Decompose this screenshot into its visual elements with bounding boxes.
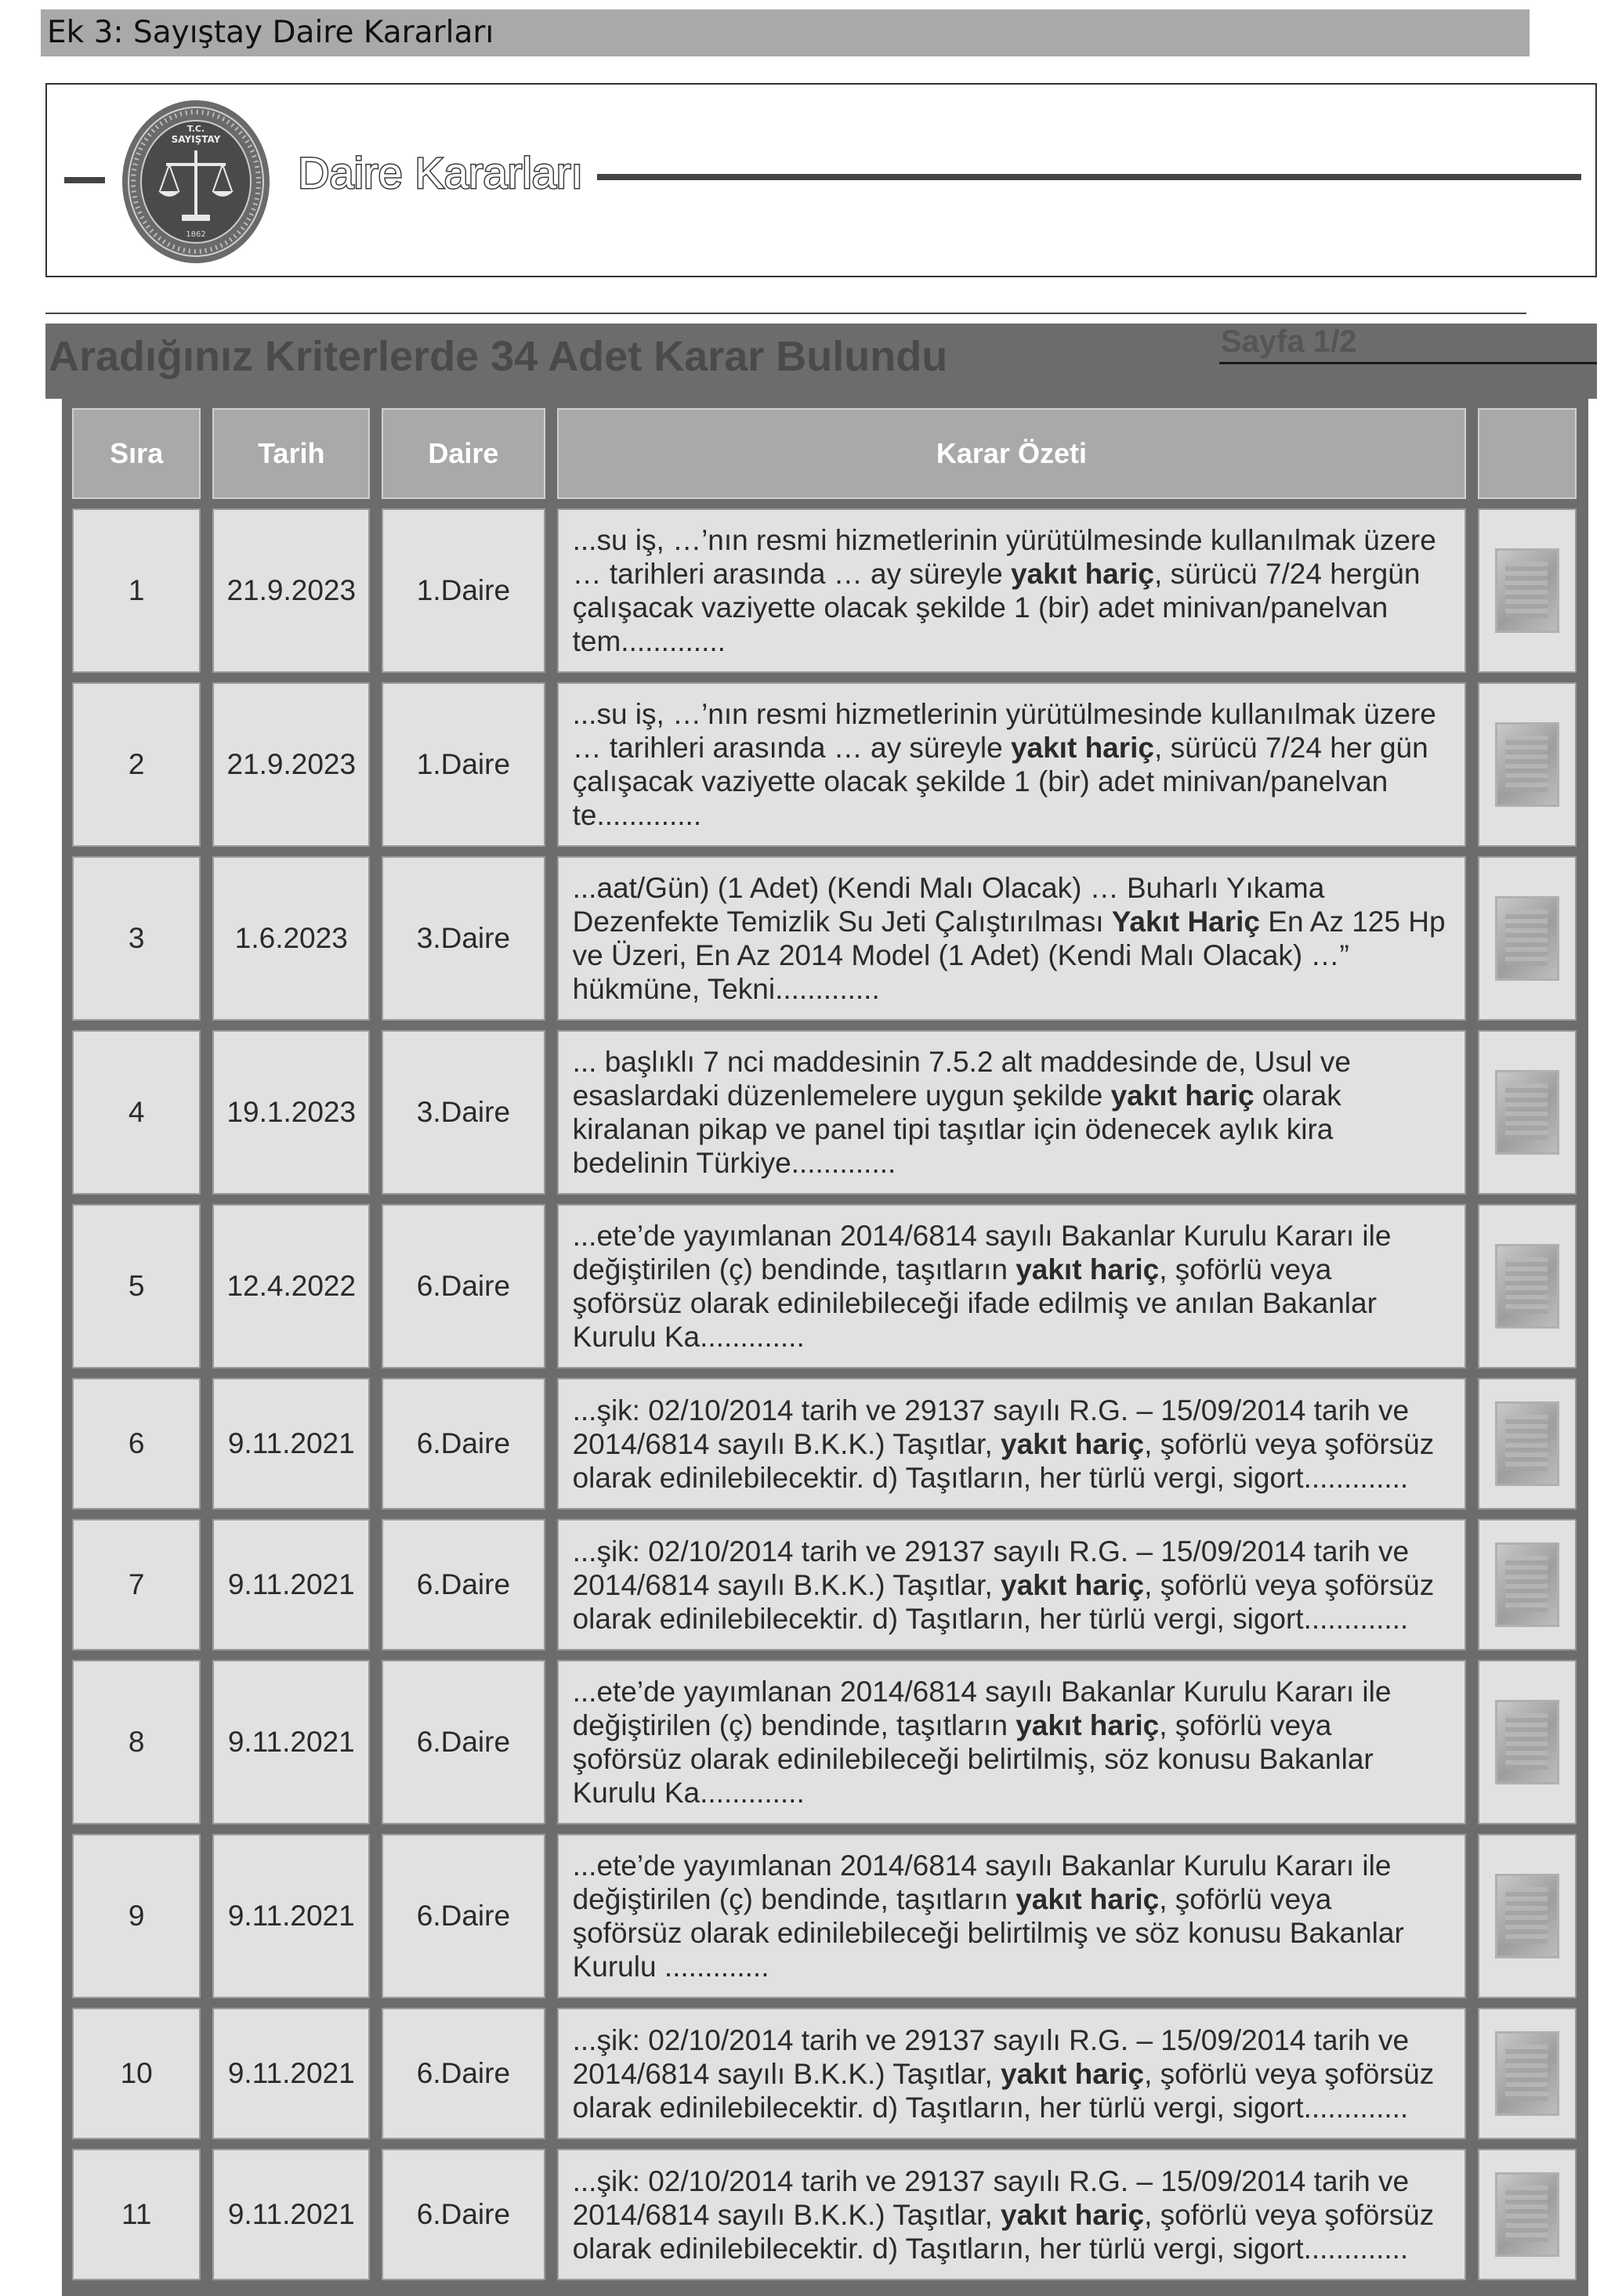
table-row bbox=[72, 682, 1577, 847]
row-tarih: 9.11.2021 bbox=[212, 1519, 370, 1651]
document-icon[interactable] bbox=[1495, 1874, 1559, 1958]
row-sira: 8 bbox=[72, 1660, 201, 1824]
row-document-cell bbox=[1478, 1660, 1577, 1824]
summary-keyword: yakıt hariç bbox=[1001, 2057, 1145, 2090]
row-tarih: 19.1.2023 bbox=[212, 1030, 370, 1195]
row-daire: 6.Daire bbox=[382, 1834, 545, 1998]
summary-text bbox=[559, 1219, 1465, 1354]
row-karar-ozeti bbox=[557, 1519, 1467, 1651]
row-tarih: 21.9.2023 bbox=[212, 508, 370, 673]
table-row bbox=[72, 1378, 1577, 1510]
row-document-cell bbox=[1478, 1519, 1577, 1651]
summary-post: , şoförlü veya şoförsüz olarak edinilebilecektir. d) Taşıtların, her türlü vergi, sigort............. bbox=[572, 2057, 1435, 2124]
row-sira: 4 bbox=[72, 1030, 201, 1195]
summary-text bbox=[559, 1535, 1465, 1636]
row-tarih: 9.11.2021 bbox=[212, 1834, 370, 1998]
row-document-cell bbox=[1478, 2149, 1577, 2280]
row-karar-ozeti bbox=[557, 1834, 1467, 1998]
row-document-cell bbox=[1478, 1834, 1577, 1998]
document-icon[interactable] bbox=[1495, 2031, 1559, 2116]
row-daire: 6.Daire bbox=[382, 1378, 545, 1510]
row-daire: 3.Daire bbox=[382, 856, 545, 1021]
summary-keyword: Yakıt Hariç bbox=[1111, 906, 1260, 938]
row-tarih: 9.11.2021 bbox=[212, 1660, 370, 1824]
row-daire: 1.Daire bbox=[382, 682, 545, 847]
document-icon[interactable] bbox=[1495, 1542, 1559, 1627]
row-sira: 5 bbox=[72, 1204, 201, 1369]
header-dash bbox=[64, 177, 105, 183]
row-sira: 2 bbox=[72, 682, 201, 847]
row-document-cell bbox=[1478, 508, 1577, 673]
row-daire: 6.Daire bbox=[382, 2008, 545, 2139]
summary-post: , şoförlü veya şoförsüz olarak edinilebileceği belirtilmiş, söz konusu Bakanlar Kurulu Ka............. bbox=[572, 1709, 1374, 1809]
results-table bbox=[62, 399, 1588, 2290]
summary-text bbox=[559, 1675, 1465, 1810]
summary-keyword: yakıt hariç bbox=[1016, 1883, 1160, 1915]
results-table-container bbox=[62, 399, 1588, 2296]
summary-keyword: yakıt hariç bbox=[1001, 1568, 1145, 1601]
row-document-cell bbox=[1478, 1378, 1577, 1510]
table-row bbox=[72, 1204, 1577, 1369]
row-karar-ozeti bbox=[557, 1204, 1467, 1369]
table-row bbox=[72, 856, 1577, 1021]
row-karar-ozeti bbox=[557, 682, 1467, 847]
table-row bbox=[72, 1834, 1577, 1998]
summary-post: olarak kiralanan pikap ve panel tipi taşıtlar için ödenecek aylık kira bedelinin Türkiye............. bbox=[572, 1079, 1341, 1179]
row-daire: 6.Daire bbox=[382, 1519, 545, 1651]
document-icon[interactable] bbox=[1495, 548, 1559, 633]
row-daire: 1.Daire bbox=[382, 508, 545, 673]
summary-text bbox=[559, 1394, 1465, 1495]
summary-pre: ...ete’de yayımlanan 2014/6814 sayılı Bakanlar Kurulu Kararı ile değiştirilen (ç) bendinde, taşıtların bbox=[572, 1220, 1392, 1285]
table-header-row bbox=[72, 408, 1577, 499]
seal-year-text: 1862 bbox=[186, 230, 206, 239]
appendix-title: Ek 3: Sayıştay Daire Kararları bbox=[41, 9, 1530, 56]
header-rule bbox=[597, 174, 1581, 180]
row-sira: 11 bbox=[72, 2149, 201, 2280]
summary-pre: ...şik: 02/10/2014 tarih ve 29137 sayılı R.G. – 15/09/2014 tarih ve 2014/6814 sayılı B.K.K.) Taşıtlar, bbox=[572, 2023, 1410, 2090]
summary-pre: ...şik: 02/10/2014 tarih ve 29137 sayılı R.G. – 15/09/2014 tarih ve 2014/6814 sayılı B.K.K.) Taşıtlar, bbox=[572, 1394, 1410, 1460]
summary-post: , şoförlü veya şoförsüz olarak edinilebileceği ifade edilmiş ve anılan Bakanlar Kurulu Ka............. bbox=[572, 1253, 1377, 1353]
col-header-actions bbox=[1478, 408, 1577, 499]
row-tarih: 9.11.2021 bbox=[212, 2008, 370, 2139]
summary-pre: ...ete’de yayımlanan 2014/6814 sayılı Bakanlar Kurulu Kararı ile değiştirilen (ç) bendinde, taşıtların bbox=[572, 1849, 1392, 1915]
row-karar-ozeti bbox=[557, 1030, 1467, 1195]
row-daire: 6.Daire bbox=[382, 2149, 545, 2280]
summary-post: , şoförlü veya şoförsüz olarak edinilebilecektir. d) Taşıtların, her türlü vergi, sigort............. bbox=[572, 1427, 1435, 1494]
table-row bbox=[72, 1660, 1577, 1824]
summary-text bbox=[559, 1849, 1465, 1983]
summary-pre: ... başlıklı 7 nci maddesinin 7.5.2 alt maddesinde de, Usul ve esaslardaki düzenlemelere uygun şekilde bbox=[572, 1046, 1351, 1112]
row-sira: 7 bbox=[72, 1519, 201, 1651]
row-document-cell bbox=[1478, 1030, 1577, 1195]
row-karar-ozeti bbox=[557, 508, 1467, 673]
table-row bbox=[72, 1519, 1577, 1651]
document-icon[interactable] bbox=[1495, 896, 1559, 981]
summary-text bbox=[559, 1045, 1465, 1180]
row-tarih: 9.11.2021 bbox=[212, 2149, 370, 2280]
summary-text bbox=[559, 871, 1465, 1006]
row-karar-ozeti bbox=[557, 856, 1467, 1021]
row-sira: 9 bbox=[72, 1834, 201, 1998]
row-sira: 3 bbox=[72, 856, 201, 1021]
row-daire: 3.Daire bbox=[382, 1030, 545, 1195]
col-header-daire: Daire bbox=[382, 408, 545, 499]
summary-post: En Az 125 Hp ve Üzeri, En Az 2014 Model (1 Adet) (Kendi Malı Olacak) …” hükmüne, Tekni............. bbox=[572, 906, 1446, 1005]
separator-line bbox=[45, 313, 1526, 314]
row-sira: 10 bbox=[72, 2008, 201, 2139]
summary-text bbox=[559, 2164, 1465, 2265]
document-icon[interactable] bbox=[1495, 1401, 1559, 1486]
summary-post: , şoförlü veya şoförsüz olarak edinilebileceği belirtilmiş ve söz konusu Bakanlar Kurulu ............. bbox=[572, 1883, 1404, 1983]
document-icon[interactable] bbox=[1495, 2172, 1559, 2257]
row-document-cell bbox=[1478, 682, 1577, 847]
summary-pre: ...ete’de yayımlanan 2014/6814 sayılı Bakanlar Kurulu Kararı ile değiştirilen (ç) bendinde, taşıtların bbox=[572, 1676, 1392, 1741]
summary-keyword: yakıt hariç bbox=[1016, 1253, 1160, 1285]
summary-keyword: yakıt hariç bbox=[1010, 558, 1155, 590]
summary-post: , şoförlü veya şoförsüz olarak edinilebilecektir. d) Taşıtların, her türlü vergi, sigort............. bbox=[572, 1568, 1435, 1635]
row-sira: 6 bbox=[72, 1378, 201, 1510]
row-tarih: 9.11.2021 bbox=[212, 1378, 370, 1510]
document-icon[interactable] bbox=[1495, 722, 1559, 807]
row-karar-ozeti bbox=[557, 1660, 1467, 1824]
row-tarih: 12.4.2022 bbox=[212, 1204, 370, 1369]
seal-tc-text: T.C. bbox=[186, 124, 205, 134]
table-row bbox=[72, 2008, 1577, 2139]
row-document-cell bbox=[1478, 1204, 1577, 1369]
header-title: Daire Kararları bbox=[298, 148, 584, 197]
summary-text bbox=[559, 523, 1465, 658]
summary-post: , şoförlü veya şoförsüz olarak edinilebilecektir. d) Taşıtların, her türlü vergi, sigort............. bbox=[572, 2198, 1435, 2265]
table-row bbox=[72, 2149, 1577, 2280]
row-tarih: 1.6.2023 bbox=[212, 856, 370, 1021]
summary-pre: ...şik: 02/10/2014 tarih ve 29137 sayılı R.G. – 15/09/2014 tarih ve 2014/6814 sayılı B.K.K.) Taşıtlar, bbox=[572, 2164, 1410, 2231]
table-row bbox=[72, 508, 1577, 673]
results-count-title: Aradığınız Kriterlerde 34 Adet Karar Bulundu bbox=[49, 333, 948, 380]
page-indicator: Sayfa 1/2 bbox=[1221, 324, 1357, 359]
table-row bbox=[72, 1030, 1577, 1195]
row-sira: 1 bbox=[72, 508, 201, 673]
summary-pre: ...şik: 02/10/2014 tarih ve 29137 sayılı R.G. – 15/09/2014 tarih ve 2014/6814 sayılı B.K.K.) Taşıtlar, bbox=[572, 1535, 1410, 1601]
summary-keyword: yakıt hariç bbox=[1001, 1427, 1145, 1460]
row-karar-ozeti bbox=[557, 2008, 1467, 2139]
page-indicator-line bbox=[1219, 362, 1597, 364]
site-header bbox=[45, 83, 1597, 277]
row-karar-ozeti bbox=[557, 2149, 1467, 2280]
summary-post: , sürücü 7/24 hergün çalışacak vaziyette olacak şekilde 1 (bir) adet minivan/panelvan tem............. bbox=[572, 558, 1421, 657]
seal-name-text: SAYIŞTAY bbox=[171, 134, 221, 145]
row-tarih: 21.9.2023 bbox=[212, 682, 370, 847]
row-karar-ozeti bbox=[557, 1378, 1467, 1510]
col-header-sira: Sıra bbox=[72, 408, 201, 499]
row-daire: 6.Daire bbox=[382, 1660, 545, 1824]
document-icon[interactable] bbox=[1495, 1244, 1559, 1329]
summary-keyword: yakıt hariç bbox=[1110, 1079, 1255, 1112]
row-document-cell bbox=[1478, 856, 1577, 1021]
summary-pre: ...aat/Gün) (1 Adet) (Kendi Malı Olacak) … Buharlı Yıkama Dezenfekte Temizlik Su Jeti Çalıştırılması bbox=[572, 872, 1325, 938]
summary-pre: ...su iş, …’nın resmi hizmetlerinin yürütülmesinde kullanılmak üzere … tarihleri arasında … ay süreyle bbox=[572, 524, 1436, 590]
col-header-tarih: Tarih bbox=[212, 408, 370, 499]
summary-keyword: yakıt hariç bbox=[1010, 732, 1155, 764]
summary-pre: ...su iş, …’nın resmi hizmetlerinin yürütülmesinde kullanılmak üzere … tarihleri arasında … ay süreyle bbox=[572, 698, 1436, 764]
summary-text bbox=[559, 2023, 1465, 2124]
row-document-cell bbox=[1478, 2008, 1577, 2139]
document-icon[interactable] bbox=[1495, 1070, 1559, 1155]
col-header-karar-ozeti: Karar Özeti bbox=[557, 408, 1467, 499]
summary-text bbox=[559, 697, 1465, 832]
row-daire: 6.Daire bbox=[382, 1204, 545, 1369]
summary-keyword: yakıt hariç bbox=[1001, 2198, 1145, 2231]
document-icon[interactable] bbox=[1495, 1700, 1559, 1784]
sayistay-seal-icon bbox=[121, 99, 271, 265]
summary-keyword: yakıt hariç bbox=[1016, 1709, 1160, 1741]
summary-post: , sürücü 7/24 her gün çalışacak vaziyette olacak şekilde 1 (bir) adet minivan/panelvan te............. bbox=[572, 732, 1428, 831]
